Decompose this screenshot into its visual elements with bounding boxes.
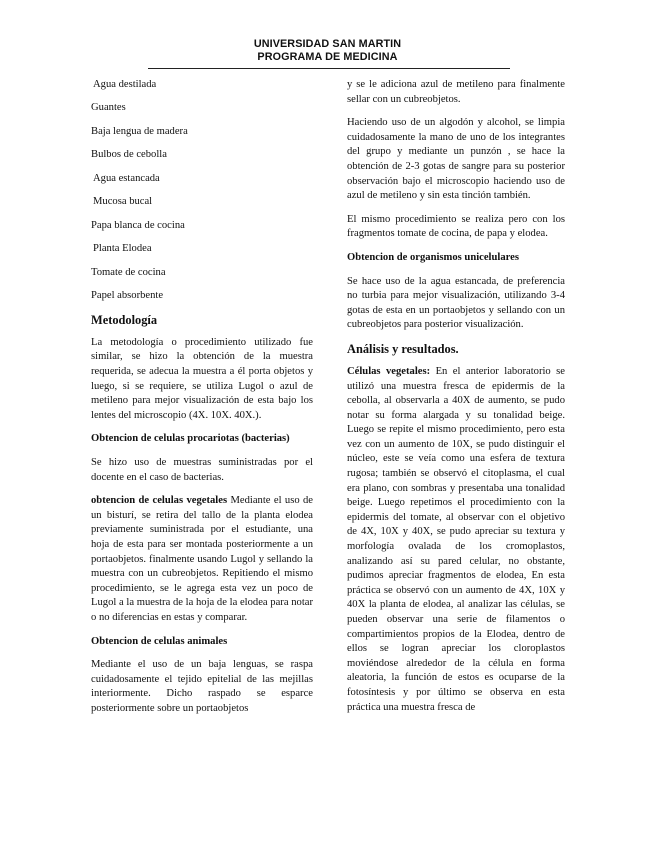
material-item: Agua estancada (93, 172, 160, 184)
procariotas-heading: Obtencion de celulas procariotas (bacterias) (91, 433, 290, 445)
material-item: Agua destilada (93, 79, 157, 90)
vegetales-paragraph (91, 494, 313, 625)
continuation-paragraph: y se le adiciona azul de metileno para finalmente sellar con un cubreobjetos. (347, 79, 565, 105)
analisis-heading: Análisis y resultados. (347, 341, 459, 356)
fragmentos-paragraph: El mismo procedimiento se realiza pero con los fragmentos tomate de cocina, de papa y elodea. (347, 213, 565, 240)
vegetales-text: Mediante el uso de un bisturí, se retira del tallo de la planta elodea previamente suministrada por el estudiante, una hoja de esta para ser montada posteriormente a un portaobjetos. finalmente usando Lugol y sellando la muestra con un cubreobjetos. Repitiendo el mismo procedimiento, se le agrega esta vez un poco de Lugol a la muestra de la hoja de la elodea para notar o no diferencias en estas y comparar. (91, 495, 313, 623)
resultados-text: En el anterior laboratorio se utilizó una muestra fresca de epidermis de la cebolla, al observarla a 40X de aumento, se pudo notar su forma alargada y su tonalidad beige. Luego se repite el mismo procedimiento, pero esta vez con un aumento de 10X, se pudo distinguir el núcleo, este se veía como una esfera de textura rugosa; también se observó el citoplasma, el cual era plano, con sombras y presentaba una tonalidad beige. Luego repetimos el procedimiento con la epidermis del tomate, al observar con el objetivo de 4X, 10X y 40X, se pudo apreciar su textura y morfología ovalada de los cromoplastos, analizando así su pared celular, no obstante, pudimos apreciar fragmentos de elodea, En esta práctica se observó con un aumento de 4X, 10X y 40X la planta de elodea, al analizar las células, se pueden observar una serie de filamentos o compartimientos propios de la Elodea, dentro de ellos se logran apreciar los cloroplastos moviéndose alrededor de la célula en forma aleatoria, la función de estos es ocuparse de la fotosíntesis y por último se observa en esta práctica una muestra fresca de (347, 365, 565, 713)
university-name: UNIVERSIDAD SAN MARTIN (253, 38, 402, 50)
material-item: Mucosa bucal (93, 196, 153, 208)
material-item: Bulbos de cebolla (91, 149, 167, 161)
metodologia-paragraph: La metodología o procedimiento utilizado fue similar, se hizo la obtención de la muestra requerida, se adecua la muestra a él porta objetos y luego, si se requiere, se utiliza Lugol o azul de metileno para mejor visualización de esta bajo los lentes del microscopio (4X. 10X. 40X.). (91, 336, 313, 421)
unicelulares-heading: Obtencion de organismos unicelulares (347, 251, 519, 263)
page-header (0, 38, 655, 64)
procariotas-paragraph: Se hizo uso de muestras suministradas por el docente en el caso de bacterias. (91, 457, 313, 483)
sangre-paragraph: Haciendo uso de un algodón y alcohol, se limpia cuidadosamente la mano de uno de los integrantes del grupo y mediante un punzón , se hace la obtención de 2-3 gotas de sangre para su posterior observación bajo el microscopio haciendo uso de azul de metileno y sin esta tinción también. (347, 117, 565, 202)
vegetales-lead: obtencion de celulas vegetales (91, 495, 228, 507)
material-item: Tomate de cocina (91, 266, 166, 278)
material-item: Planta Elodea (93, 243, 152, 255)
material-item: Guantes (91, 102, 126, 114)
material-item: Papel absorbente (91, 290, 164, 302)
resultados-lead: Células vegetales: (347, 365, 431, 377)
material-item: Papa blanca de cocina (91, 219, 185, 231)
material-item: Baja lengua de madera (91, 125, 188, 137)
animales-paragraph: Mediante el uso de un baja lenguas, se raspa cuidadosamente el tejido epitelial de las mejillas interiormente. Dicho raspado se esparce posteriormente sobre un portaobjetos (91, 659, 313, 714)
metodologia-heading: Metodología (91, 312, 158, 327)
right-column (347, 78, 565, 724)
program-name: PROGRAMA DE MEDICINA (257, 51, 398, 63)
unicelulares-paragraph: Se hace uso de la agua estancada, de preferencia no turbia para mejor visualización, utilizando 3-4 gotas de esta en un portaobjetos y sellando con un cubreobjetos para posterior visualización. (347, 275, 565, 331)
animales-heading: Obtencion de celulas animales (91, 635, 228, 647)
resultados-paragraph (347, 365, 565, 715)
left-column (91, 78, 313, 726)
header-rule (148, 68, 510, 69)
